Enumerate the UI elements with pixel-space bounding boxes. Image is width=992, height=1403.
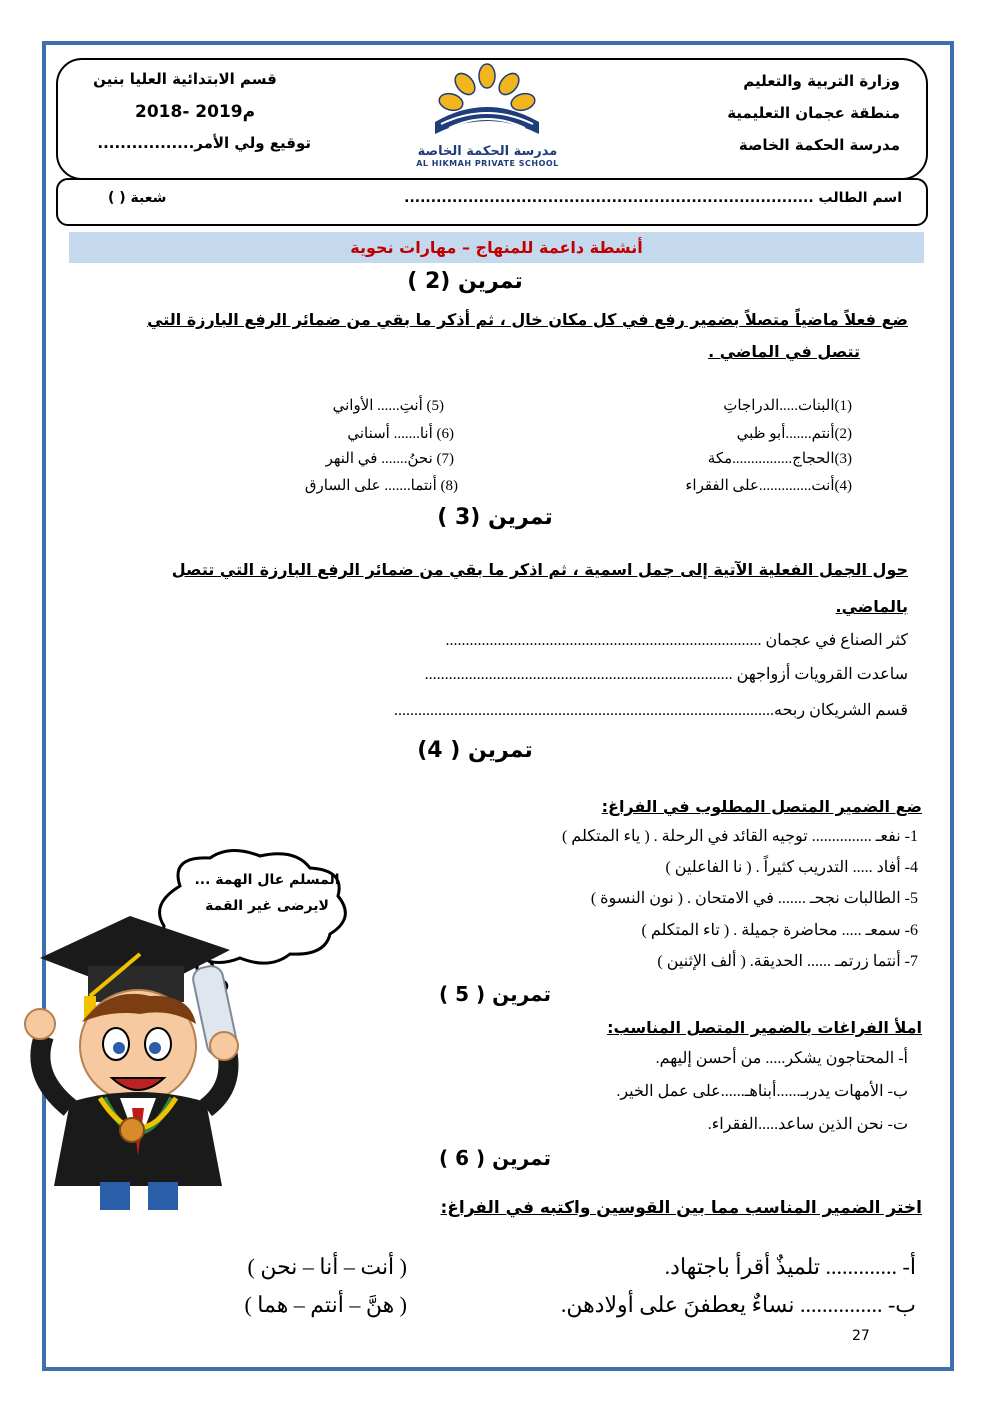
exercise-2-title: تمرين (2 ) (407, 269, 523, 294)
exercise-4-item: 5- الطالبات نجحـ ....... في الامتحان . ( نون النسوة ) (590, 890, 918, 907)
exercise-3-line: قسم الشريكان ربحه............................................................................................... (394, 702, 908, 719)
exercise-2-item: (8) أنتما....... على السارق (304, 478, 458, 494)
school-logo (405, 62, 570, 172)
exercise-3-instruction: حول الجمل الفعلية الآتية إلى جمل اسمية ، ثم اذكر ما بقي من ضمائر الرفع البارزة التي تتصل (171, 560, 908, 579)
guardian-signature: توقيع ولي الأمر................. (97, 134, 311, 152)
exercise-6-title: تمرين ( 6 ) (439, 1146, 551, 1170)
exercise-5-item: أ- المحتاجون يشكر..... من أحسن إليهم. (655, 1050, 908, 1067)
exercise-2-item: (4)أنت..............على الفقراء (685, 478, 852, 494)
logo-arabic-name: مدرسة الحكمة الخاصة (417, 144, 558, 159)
exercise-3-title: تمرين (3 ) (437, 505, 553, 530)
exercise-4-instruction: ضع الضمير المتصل المطلوب في الفراغ: (601, 797, 922, 816)
section-field[interactable]: شعبة ( ) (108, 190, 167, 206)
page-number: 27 (852, 1328, 870, 1344)
book-sun-icon (405, 62, 570, 140)
exercise-5-item: ت- نحن الذين ساعد.....الفقراء. (707, 1116, 908, 1133)
logo-english-name: AL HIKMAH PRIVATE SCHOOL (416, 159, 559, 168)
exercise-4-item: 4- أفاد ..... التدريب كثيراً . ( نا الفاعلين ) (665, 859, 918, 876)
speech-bubble-line-1: المسلم عال الهمة ... (194, 872, 340, 888)
region-label: منطقة عجمان التعليمية (727, 104, 900, 122)
exercise-2-item: (6) أنا....... أسناني (347, 426, 454, 442)
exercise-6-choices: ( أنت – أنا – نحن ) (247, 1254, 407, 1279)
academic-year: 2018- 2019م (135, 102, 256, 122)
exercise-5-title: تمرين ( 5 ) (439, 982, 551, 1006)
exercise-3-instruction-cont: بالماضي. (835, 597, 908, 616)
exercise-3-line: ساعدت القرويات أزواجهن ............................................................................. (424, 666, 908, 683)
exercise-4-item: 1- نفعـ ............... توجيه القائد في الرحلة . ( ياء المتكلم ) (561, 828, 918, 845)
exercise-2-item: (5) أنتِ...... الأواني (332, 398, 444, 414)
exercise-2-item: (3)الحجاج................مكة (707, 451, 852, 467)
exercise-6-instruction: اختر الضمير المناسب مما بين القوسين واكتبه في الفراغ: (440, 1198, 922, 1218)
exercise-2-item: (2)أنتم.......أبو ظبي (736, 426, 852, 442)
exercise-6-choices: ( هنَّ – أنتم – هما ) (244, 1292, 407, 1317)
exercise-3-line: كثر الصناع في عجمان ............................................................................... (445, 632, 908, 649)
department-label: قسم الابتدائية العليا بنين (93, 70, 277, 88)
exercise-6-sentence: أ- ............. تلميذٌ أقرأ باجتهاد. (664, 1254, 916, 1279)
exercise-5-instruction: املأ الفراغات بالضمير المتصل المناسب: (607, 1018, 922, 1037)
exercise-4-item: 6- سمعـ ..... محاضرة جميلة . ( تاء المتكلم ) (641, 922, 918, 939)
speech-bubble-line-2: لايرضى غير القمة (205, 898, 329, 914)
exercise-2-item: (1)البنات.....الدراجاتِ (723, 398, 852, 414)
student-name-field[interactable]: اسم الطالب ............................................................................. (404, 190, 902, 206)
school-label: مدرسة الحكمة الخاصة (738, 136, 900, 154)
exercise-2-item: (7) نحنُ....... في النهر (325, 451, 454, 467)
exercise-6-sentence: ب- ............... نساءٌ يعطفنَ على أولادهن. (560, 1292, 916, 1317)
ministry-label: وزارة التربية والتعليم (743, 72, 900, 90)
exercise-2-instruction: ضع فعلاً ماضياً متصلاً بضمير رفع في كل مكان خال ، ثم أذكر ما بقي من ضمائر الرفع البارزة التي (147, 310, 908, 329)
exercise-4-title: تمرين ( 4) (417, 738, 533, 763)
exercise-2-instruction-cont: تتصل في الماضي . (708, 342, 860, 361)
exercise-4-item: 7- أنتما زرتمـ ...... الحديقة. ( ألف الإثنين ) (657, 953, 918, 970)
activities-banner: أنشطة داعمة للمنهاج – مهارات نحوية (69, 232, 924, 263)
exercise-5-item: ب- الأمهات يدربـ......أبناهـ......على عمل الخير. (616, 1083, 908, 1100)
